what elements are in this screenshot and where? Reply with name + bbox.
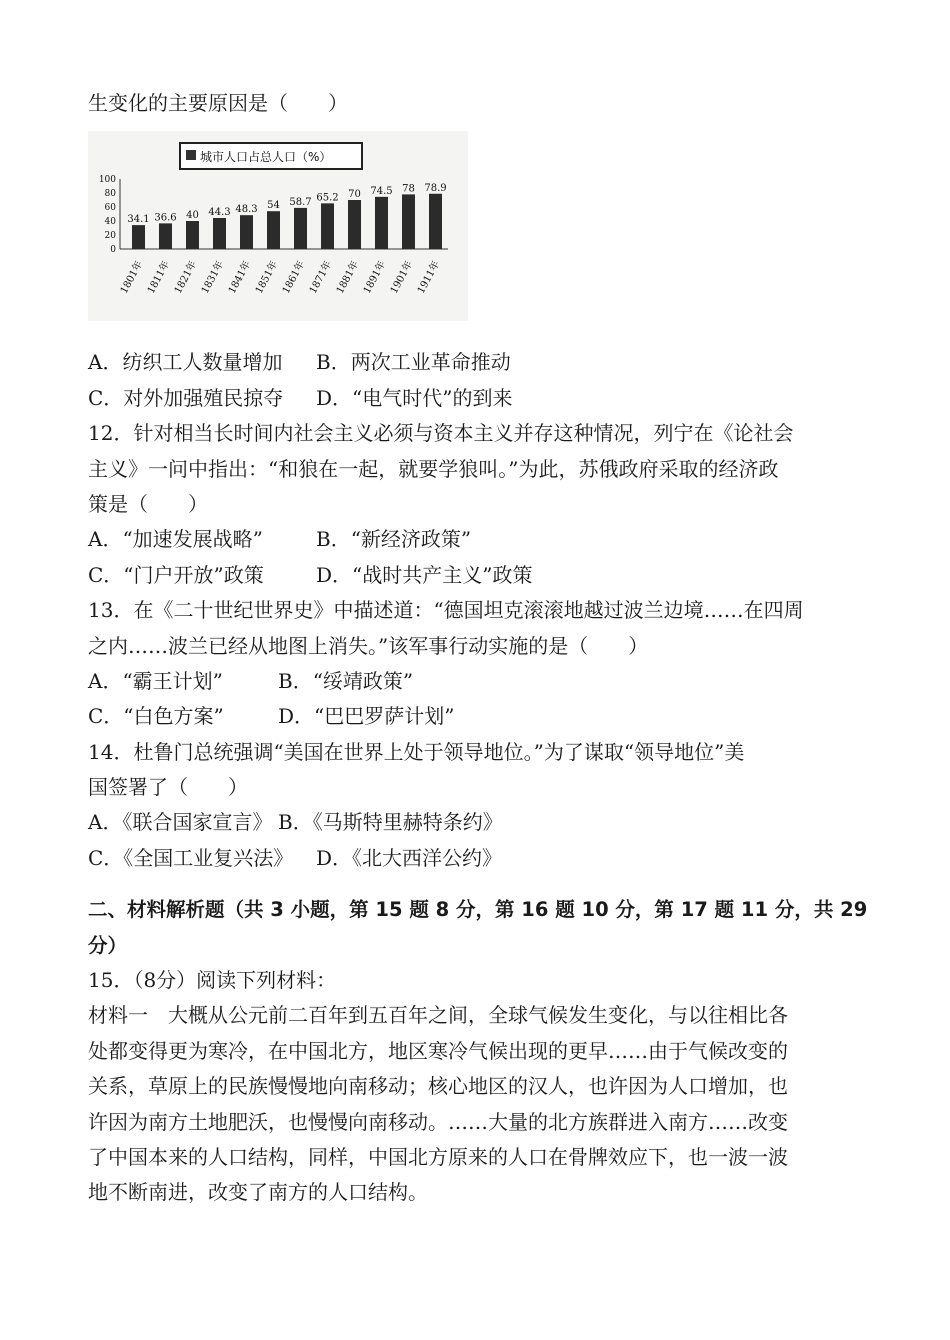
q11-option-c[interactable]: C．对外加强殖民掠夺 <box>88 385 284 410</box>
bar <box>240 216 253 250</box>
bar-value-label: 36.6 <box>154 212 177 224</box>
bar <box>321 204 334 250</box>
q15-intro: 15．（8分）阅读下列材料： <box>88 968 337 993</box>
x-tick-label: 1831年 <box>199 259 227 297</box>
q11-option-d[interactable]: D．“电气时代”的到来 <box>316 385 513 410</box>
bar-value-label: 58.7 <box>289 197 312 209</box>
x-tick-label: 1911年 <box>415 259 443 297</box>
x-tick-label: 1841年 <box>226 259 254 297</box>
exam-page <box>88 86 878 1211</box>
y-tick-label: 80 <box>104 189 116 200</box>
q14-option-row-1 <box>88 805 878 840</box>
bar-value-label: 78 <box>402 183 415 195</box>
section2-heading-line-2: 分） <box>88 933 128 957</box>
q13-stem-line-1: 13．在《二十世纪世界史》中描述道：“德国坦克滚滚地越过波兰边境……在四周 <box>88 598 804 623</box>
section-gap <box>88 876 878 892</box>
q15-material-line-6: 地不断南进，改变了南方的人口结构。 <box>88 1180 428 1205</box>
bar-value-label: 70 <box>348 189 361 201</box>
q12-option-row-1 <box>88 522 878 557</box>
x-tick-label: 1861年 <box>280 259 308 297</box>
bar <box>429 194 442 249</box>
bar <box>294 208 307 249</box>
bar-value-label: 48.3 <box>235 204 258 216</box>
chart-title: 城市人口占总人口（%） <box>200 150 332 165</box>
q12-option-b[interactable]: B．“新经济政策” <box>316 527 472 552</box>
q13-option-c[interactable]: C．“白色方案” <box>88 704 224 729</box>
bar <box>132 226 145 250</box>
y-tick-label: 0 <box>110 245 116 256</box>
bar-value-label: 34.1 <box>127 214 150 226</box>
x-tick-label: 1811年 <box>145 259 173 297</box>
q15-material-line-2: 处都变得更为寒冷，在中国北方，地区寒冷气候出现的更早……由于气候改变的 <box>88 1038 788 1063</box>
q12-option-d[interactable]: D．“战时共产主义”政策 <box>316 562 533 587</box>
q12-stem-line-1: 12．针对相当长时间内社会主义必须与资本主义并存这种情况，列宁在《论社会 <box>88 421 794 446</box>
y-tick-label: 20 <box>104 231 116 242</box>
x-tick-label: 1851年 <box>253 259 281 297</box>
bar <box>213 218 226 249</box>
q15-material-line-1: 材料一 大概从公元前二百年到五百年之间，全球气候发生变化，与以往相比各 <box>88 1003 788 1028</box>
q11-stem: 生变化的主要原因是（ ） <box>88 91 348 115</box>
q13-option-row-1 <box>88 664 878 699</box>
q11-option-row-1 <box>88 345 878 380</box>
bar <box>402 195 415 250</box>
bar-value-label: 78.9 <box>424 183 447 195</box>
bar <box>267 212 280 250</box>
bar <box>159 224 172 250</box>
bar <box>348 200 361 249</box>
q11-option-b[interactable]: B．两次工业革命推动 <box>316 350 511 375</box>
chart-svg <box>88 131 468 321</box>
bar-value-label: 74.5 <box>370 186 393 198</box>
q13-stem-line-2: 之内……波兰已经从地图上消失。”该军事行动实施的是（ ） <box>88 633 649 658</box>
q12-option-c[interactable]: C．“门户开放”政策 <box>88 562 264 587</box>
x-tick-label: 1801年 <box>118 259 146 297</box>
q13-option-row-2 <box>88 699 878 734</box>
q13-option-b[interactable]: B．“绥靖政策” <box>278 668 414 693</box>
q15-material-line-4: 许因为南方土地肥沃，也慢慢向南移动。……大量的北方族群进入南方……改变 <box>88 1109 788 1134</box>
bar-value-label: 40 <box>186 210 199 222</box>
bar <box>375 197 388 249</box>
y-tick-label: 40 <box>104 217 116 228</box>
q14-option-a[interactable]: A．《联合国家宣言》 <box>88 810 273 835</box>
q15-material-line-3: 关系，草原上的民族慢慢地向南移动；核心地区的汉人，也许因为人口增加，也 <box>88 1074 788 1099</box>
q13-option-d[interactable]: D．“巴巴罗萨计划” <box>278 704 455 729</box>
q12-option-a[interactable]: A．“加速发展战略” <box>88 527 263 552</box>
q12-stem-line-2: 主义》一问中指出：“和狼在一起，就要学狼叫。”为此，苏俄政府采取的经济政 <box>88 456 779 481</box>
q11-option-a[interactable]: A．纺织工人数量增加 <box>88 350 283 375</box>
bar-value-label: 54 <box>267 200 280 212</box>
legend-swatch <box>186 150 196 160</box>
y-tick-label: 60 <box>104 203 116 214</box>
q13-option-a[interactable]: A．“霸王计划” <box>88 668 223 693</box>
q14-stem-line-1: 14．杜鲁门总统强调“美国在世界上处于领导地位。”为了谋取“领导地位”美 <box>88 739 745 764</box>
section2-heading-line-1: 二、材料解析题（共 3 小题，第 15 题 8 分，第 16 题 10 分，第 17 题 11 分，共 29 <box>88 898 868 922</box>
q14-option-row-2 <box>88 841 878 876</box>
q12-stem-line-3: 策是（ ） <box>88 491 208 516</box>
bar <box>186 221 199 249</box>
q11-option-row-2 <box>88 381 878 416</box>
bar-value-label: 65.2 <box>316 192 339 204</box>
x-tick-label: 1891年 <box>361 259 389 297</box>
chart-title-box <box>180 143 362 169</box>
x-tick-label: 1871年 <box>307 259 335 297</box>
x-tick-label: 1881年 <box>334 259 362 297</box>
q14-option-b[interactable]: B．《马斯特里赫特条约》 <box>278 810 503 835</box>
bar-value-label: 44.3 <box>208 207 231 219</box>
y-tick-label: 100 <box>98 175 116 186</box>
q14-option-c[interactable]: C．《全国工业复兴法》 <box>88 845 294 870</box>
x-tick-label: 1821年 <box>172 259 200 297</box>
q15-material-line-5: 了中国本来的人口结构，同样，中国北方原来的人口在骨牌效应下，也一波一波 <box>88 1144 788 1169</box>
q14-option-d[interactable]: D．《北大西洋公约》 <box>316 845 503 870</box>
q14-stem-line-2: 国签署了（ ） <box>88 775 248 800</box>
q12-option-row-2 <box>88 558 878 593</box>
x-tick-label: 1901年 <box>388 259 416 297</box>
urban-population-chart <box>88 131 468 321</box>
